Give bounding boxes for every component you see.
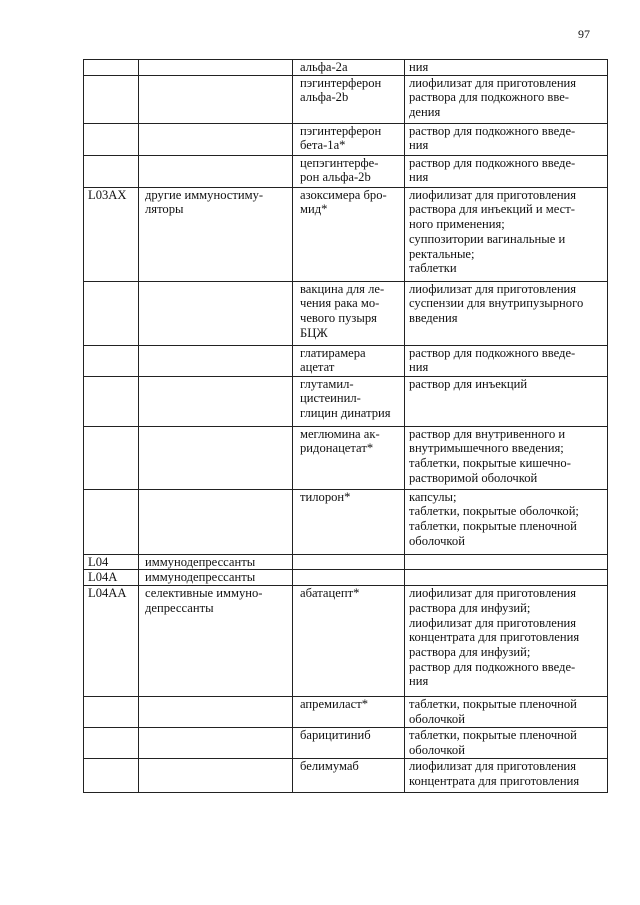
table-row — [84, 123, 608, 155]
table-row — [84, 489, 608, 554]
table-row — [84, 155, 608, 187]
drug-name-line: бета-1а* — [300, 138, 346, 153]
drug-name-line: глицин динатрия — [300, 406, 391, 421]
drug-name-line: меглюмина ак- — [300, 426, 380, 441]
drug-name-cell — [293, 489, 405, 554]
dosage-form-line: оболочкой — [409, 711, 465, 726]
dosage-form-line: ректальные; — [409, 246, 475, 261]
dosage-form-line: введения — [409, 311, 458, 326]
table-row — [84, 376, 608, 426]
atc-code-cell — [84, 60, 139, 76]
medicines-table — [83, 59, 608, 793]
dosage-form-cell — [405, 489, 608, 554]
table-row — [84, 345, 608, 376]
dosage-form-cell — [405, 75, 608, 123]
dosage-form-cell — [405, 123, 608, 155]
dosage-form-line: растворимой оболочкой — [409, 470, 538, 485]
atc-code-cell — [84, 586, 139, 697]
dosage-form-line: лиофилизат для приготовления — [409, 586, 577, 601]
dosage-form-line: таблетки — [409, 261, 457, 276]
drug-name-line: апремиласт* — [300, 697, 369, 712]
drug-name-cell — [293, 123, 405, 155]
drug-name-line: глатирамера — [300, 345, 366, 360]
atc-code-cell — [84, 570, 139, 586]
atc-code-cell — [84, 75, 139, 123]
atc-code-cell — [84, 376, 139, 426]
pharmacological-group-line: иммунодепрессанты — [145, 570, 256, 585]
drug-name-line: альфа-2а — [300, 60, 348, 74]
dosage-form-cell — [405, 554, 608, 570]
drug-name-line: ацетат — [300, 360, 335, 375]
drug-name-line: пэгинтерферон — [300, 123, 382, 138]
drug-name-cell — [293, 75, 405, 123]
atc-code-cell — [84, 426, 139, 489]
dosage-form-line: ния — [409, 170, 429, 185]
dosage-form-line: лиофилизат для приготовления — [409, 281, 577, 296]
drug-name-cell — [293, 281, 405, 345]
atc-code-cell — [84, 489, 139, 554]
atc-code-cell — [84, 697, 139, 728]
dosage-form-line: раствора для инфузий; — [409, 600, 531, 615]
dosage-form-line: таблетки, покрытые кишечно- — [409, 456, 571, 471]
dosage-form-line: раствор для подкожного введе- — [409, 123, 576, 138]
dosage-form-line: оболочкой — [409, 533, 465, 548]
atc-code-cell — [84, 281, 139, 345]
dosage-form-line: ния — [409, 138, 429, 153]
dosage-form-line: лиофилизат для приготовления — [409, 615, 577, 630]
table-row — [84, 554, 608, 570]
dosage-form-line: таблетки, покрытые оболочкой; — [409, 504, 579, 519]
drug-name-cell — [293, 60, 405, 76]
dosage-form-cell — [405, 281, 608, 345]
drug-name-line: азоксимера бро- — [300, 187, 387, 202]
pharmacological-group-cell — [139, 60, 293, 76]
dosage-form-line: лиофилизат для приготовления — [409, 75, 577, 90]
dosage-form-cell — [405, 155, 608, 187]
dosage-form-line: раствор для подкожного введе- — [409, 345, 576, 360]
pharmacological-group-line: ляторы — [145, 202, 184, 217]
drug-name-cell — [293, 345, 405, 376]
pharmacological-group-cell — [139, 489, 293, 554]
atc-code-text: L04 — [88, 554, 109, 569]
dosage-form-line: раствор для инъекций — [409, 376, 528, 391]
table-row — [84, 60, 608, 76]
dosage-form-cell — [405, 345, 608, 376]
atc-code-cell — [84, 155, 139, 187]
dosage-form-line: таблетки, покрытые пленочной — [409, 519, 577, 534]
pharmacological-group-cell — [139, 155, 293, 187]
pharmacological-group-line: депрессанты — [145, 600, 214, 615]
drug-name-line: цепэгинтерфе- — [300, 155, 379, 170]
atc-code-text: L04AA — [88, 586, 127, 601]
drug-name-cell — [293, 426, 405, 489]
drug-name-line: абатацепт* — [300, 586, 360, 601]
dosage-form-line: раствор для подкожного введе- — [409, 659, 576, 674]
dosage-form-line: дения — [409, 105, 441, 120]
drug-name-line: глутамил- — [300, 376, 354, 391]
dosage-form-cell — [405, 586, 608, 697]
table-row — [84, 570, 608, 586]
drug-name-cell — [293, 376, 405, 426]
dosage-form-line: раствор для внутривенного и — [409, 426, 566, 441]
dosage-form-line: ния — [409, 60, 429, 74]
table-row — [84, 697, 608, 728]
drug-name-line: чевого пузыря — [300, 311, 377, 326]
dosage-form-line: концентрата для приготовления — [409, 630, 580, 645]
dosage-form-line: ния — [409, 674, 429, 689]
dosage-form-line: ного применения; — [409, 217, 505, 232]
dosage-form-line: раствора для инфузий; — [409, 644, 531, 659]
drug-name-line: вакцина для ле- — [300, 281, 385, 296]
table-row — [84, 586, 608, 697]
drug-name-cell — [293, 759, 405, 793]
dosage-form-line: раствор для подкожного введе- — [409, 155, 576, 170]
drug-name-line: цистеинил- — [300, 391, 361, 406]
pharmacological-group-line: иммунодепрессанты — [145, 554, 256, 569]
pharmacological-group-cell — [139, 376, 293, 426]
dosage-form-cell — [405, 187, 608, 281]
dosage-form-line: капсулы; — [409, 489, 457, 504]
pharmacological-group-cell — [139, 697, 293, 728]
table-row — [84, 759, 608, 793]
pharmacological-group-cell — [139, 345, 293, 376]
dosage-form-line: лиофилизат для приготовления — [409, 187, 577, 202]
drug-name-line: пэгинтерферон — [300, 75, 382, 90]
dosage-form-cell — [405, 426, 608, 489]
pharmacological-group-line: другие иммуностиму- — [145, 187, 264, 202]
pharmacological-group-cell — [139, 281, 293, 345]
pharmacological-group-cell — [139, 586, 293, 697]
pharmacological-group-cell — [139, 554, 293, 570]
drug-name-line: мид* — [300, 202, 328, 217]
dosage-form-line: концентрата для приготовления — [409, 773, 580, 788]
pharmacological-group-cell — [139, 570, 293, 586]
drug-name-cell — [293, 187, 405, 281]
dosage-form-cell — [405, 376, 608, 426]
page-number: 97 — [578, 27, 590, 41]
table-row — [84, 728, 608, 759]
dosage-form-line: таблетки, покрытые пленочной — [409, 728, 577, 743]
drug-name-line: чения рака мо- — [300, 296, 380, 311]
drug-name-cell — [293, 554, 405, 570]
pharmacological-group-cell — [139, 123, 293, 155]
drug-name-cell — [293, 728, 405, 759]
table-row — [84, 281, 608, 345]
atc-code-cell — [84, 187, 139, 281]
drug-name-line: альфа-2b — [300, 90, 349, 105]
pharmacological-group-cell — [139, 75, 293, 123]
pharmacological-group-cell — [139, 728, 293, 759]
atc-code-text: L03AX — [88, 187, 127, 202]
drug-name-cell — [293, 570, 405, 586]
dosage-form-cell — [405, 759, 608, 793]
drug-name-line: тилорон* — [300, 489, 351, 504]
drug-name-cell — [293, 586, 405, 697]
dosage-form-line: раствора для подкожного вве- — [409, 90, 569, 105]
drug-name-line: барицитиниб — [300, 728, 371, 743]
dosage-form-cell — [405, 570, 608, 586]
drug-name-line: ридонацетат* — [300, 441, 374, 456]
dosage-form-line: оболочкой — [409, 742, 465, 757]
atc-code-cell — [84, 759, 139, 793]
dosage-form-cell — [405, 697, 608, 728]
table-row — [84, 75, 608, 123]
drug-name-line: БЦЖ — [300, 325, 328, 340]
dosage-form-line: суспензии для внутрипузырного — [409, 296, 584, 311]
atc-code-cell — [84, 728, 139, 759]
table-row — [84, 426, 608, 489]
atc-code-cell — [84, 554, 139, 570]
dosage-form-cell — [405, 728, 608, 759]
atc-code-cell — [84, 123, 139, 155]
table-body — [84, 60, 608, 793]
dosage-form-line: лиофилизат для приготовления — [409, 759, 577, 774]
dosage-form-line: суппозитории вагинальные и — [409, 231, 566, 246]
dosage-form-line: раствора для инъекций и мест- — [409, 202, 575, 217]
atc-code-cell — [84, 345, 139, 376]
table-row — [84, 187, 608, 281]
drug-name-cell — [293, 697, 405, 728]
pharmacological-group-cell — [139, 759, 293, 793]
pharmacological-group-cell — [139, 426, 293, 489]
pharmacological-group-cell — [139, 187, 293, 281]
drug-name-line: рон альфа-2b — [300, 170, 371, 185]
dosage-form-cell — [405, 60, 608, 76]
dosage-form-line: таблетки, покрытые пленочной — [409, 697, 577, 712]
pharmacological-group-line: селективные иммуно- — [145, 586, 263, 601]
dosage-form-line: ния — [409, 360, 429, 375]
dosage-form-line: внутримышечного введения; — [409, 441, 564, 456]
drug-name-line: белимумаб — [300, 759, 359, 774]
atc-code-text: L04A — [88, 570, 118, 585]
drug-name-cell — [293, 155, 405, 187]
